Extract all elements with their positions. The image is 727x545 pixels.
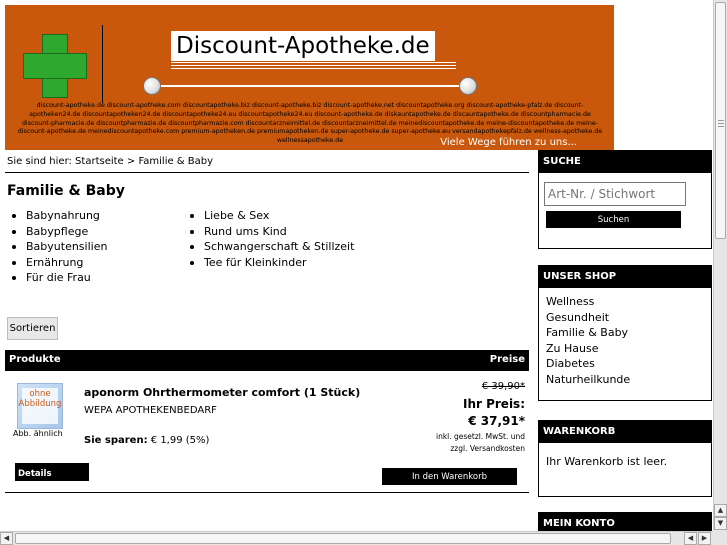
grip-line — [718, 123, 724, 124]
decorative-knob-left — [143, 77, 161, 95]
category-link[interactable]: Tee für Kleinkinder — [184, 255, 354, 271]
horizontal-scroll-thumb[interactable] — [15, 533, 671, 544]
shop-nav-item[interactable]: Zu Hause — [546, 341, 599, 355]
grip-line — [718, 126, 724, 127]
cart-box — [538, 420, 712, 497]
savings-label: Sie sparen: — [84, 435, 148, 446]
category-link[interactable]: Babypflege — [6, 224, 107, 240]
sort-button[interactable]: Sortieren — [7, 317, 58, 340]
product-name-link[interactable]: aponorm Ohrthermometer comfort (1 Stück) — [84, 386, 361, 399]
search-box — [538, 150, 712, 249]
horizontal-scrollbar[interactable] — [0, 531, 713, 545]
page-title: Familie & Baby — [7, 183, 125, 199]
savings-info — [84, 435, 209, 446]
shop-nav-item[interactable]: Wellness — [546, 295, 595, 308]
shop-nav-item[interactable]: Familie & Baby — [546, 326, 629, 339]
search-input[interactable] — [544, 182, 686, 206]
decorative-knob-right — [459, 77, 477, 95]
products-header — [5, 350, 529, 371]
image-note: Abb. ähnlich — [13, 429, 63, 438]
account-box-title[interactable]: MEIN KONTO — [539, 513, 711, 535]
category-link[interactable]: Babyutensilien — [6, 239, 107, 255]
product-manufacturer: WEPA APOTHEKENBEDARF — [84, 405, 217, 416]
tax-note — [436, 431, 525, 455]
header-banner — [5, 5, 614, 150]
shop-nav-item[interactable]: Naturheilkunde — [546, 372, 631, 386]
scroll-right-icon[interactable]: ▶ — [698, 532, 711, 545]
details-button[interactable]: Details — [15, 463, 89, 481]
keyword-cloud: discount-apotheke.de discount-apotheke.com discountapotheke.biz discount-apotheke.biz discount-apotheke.net discountapotheke.org discount-apotheke-pfalz.de discount-apotheken24.de discountapotheken24.de discountapotheke24.eu discountapotheke24.eu discount-apotheke.de diskauntapotheke.de discauntapotheke.de discountpharmacie.de discount-pharmacie.de discountpharmazie.de discountpharmazie.com discountarzneimittel.de discountarzneimittel.de meinediscountapotheke.de meine-discountapotheke.de meine-discount-apotheke.de meinediscountapotheke.com premium-apotheken.de premiumapotheken.de super-apotheke.de super-apotheke.eu versandapothekepfalz.de wellness-apotheke.de wellnessapotheke.de — [17, 102, 603, 145]
add-to-cart-button[interactable]: In den Warenkorb — [382, 468, 517, 485]
product-row — [5, 371, 529, 493]
site-title[interactable]: Discount-Apotheke.de — [171, 31, 435, 61]
shop-nav-item[interactable]: Diabetes — [546, 357, 595, 370]
your-price-label: Ihr Preis: — [462, 397, 525, 411]
scroll-down-icon[interactable]: ▼ — [714, 517, 727, 530]
savings-value: € 1,99 (5%) — [150, 435, 210, 446]
category-link[interactable]: Ernährung — [6, 255, 107, 271]
tax-note-line: inkl. gesetzl. MwSt. und — [435, 432, 525, 441]
logo[interactable] — [5, 25, 103, 103]
category-link[interactable]: Schwangerschaft & Stillzeit — [184, 239, 354, 255]
vertical-scroll-thumb[interactable] — [715, 2, 726, 239]
category-link[interactable]: Für die Frau — [6, 270, 107, 286]
title-underline — [171, 62, 456, 72]
tagline: Viele Wege führen zu uns... — [440, 137, 577, 148]
cart-box-title: WARENKORB — [539, 421, 711, 443]
products-header-label: Produkte — [9, 354, 61, 365]
shop-nav-item[interactable]: Gesundheit — [546, 310, 610, 324]
search-button[interactable]: Suchen — [546, 211, 681, 228]
category-list-left — [6, 208, 107, 286]
product-price: € 37,91* — [468, 414, 525, 428]
scroll-up-icon[interactable]: ▲ — [714, 504, 727, 517]
green-cross-center — [43, 54, 67, 78]
category-link[interactable]: Rund ums Kind — [184, 224, 354, 240]
decorative-line — [155, 85, 471, 87]
divider — [5, 172, 529, 173]
shop-nav — [539, 288, 711, 387]
category-link[interactable]: Babynahrung — [6, 208, 107, 224]
category-link[interactable]: Liebe & Sex — [184, 208, 354, 224]
scroll-left-icon[interactable]: ◀ — [684, 532, 697, 545]
shop-box-title: UNSER SHOP — [539, 266, 711, 288]
grip-line — [718, 120, 724, 121]
search-box-title: SUCHE — [539, 151, 711, 173]
cart-status: Ihr Warenkorb ist leer. — [546, 455, 668, 468]
old-price: € 39,90* — [481, 381, 525, 392]
shipping-note-line[interactable]: zzgl. Versandkosten — [450, 444, 525, 453]
scrollbar-corner — [713, 531, 727, 545]
vertical-scrollbar[interactable] — [713, 0, 727, 531]
breadcrumb[interactable]: Sie sind hier: Startseite > Familie & Baby — [7, 156, 214, 167]
prices-header-label: Preise — [489, 354, 525, 365]
shop-box — [538, 265, 712, 401]
no-image-label: ohne Abbildung — [18, 389, 62, 409]
scroll-left-icon[interactable]: ◀ — [0, 532, 13, 545]
category-list-right — [184, 208, 354, 270]
